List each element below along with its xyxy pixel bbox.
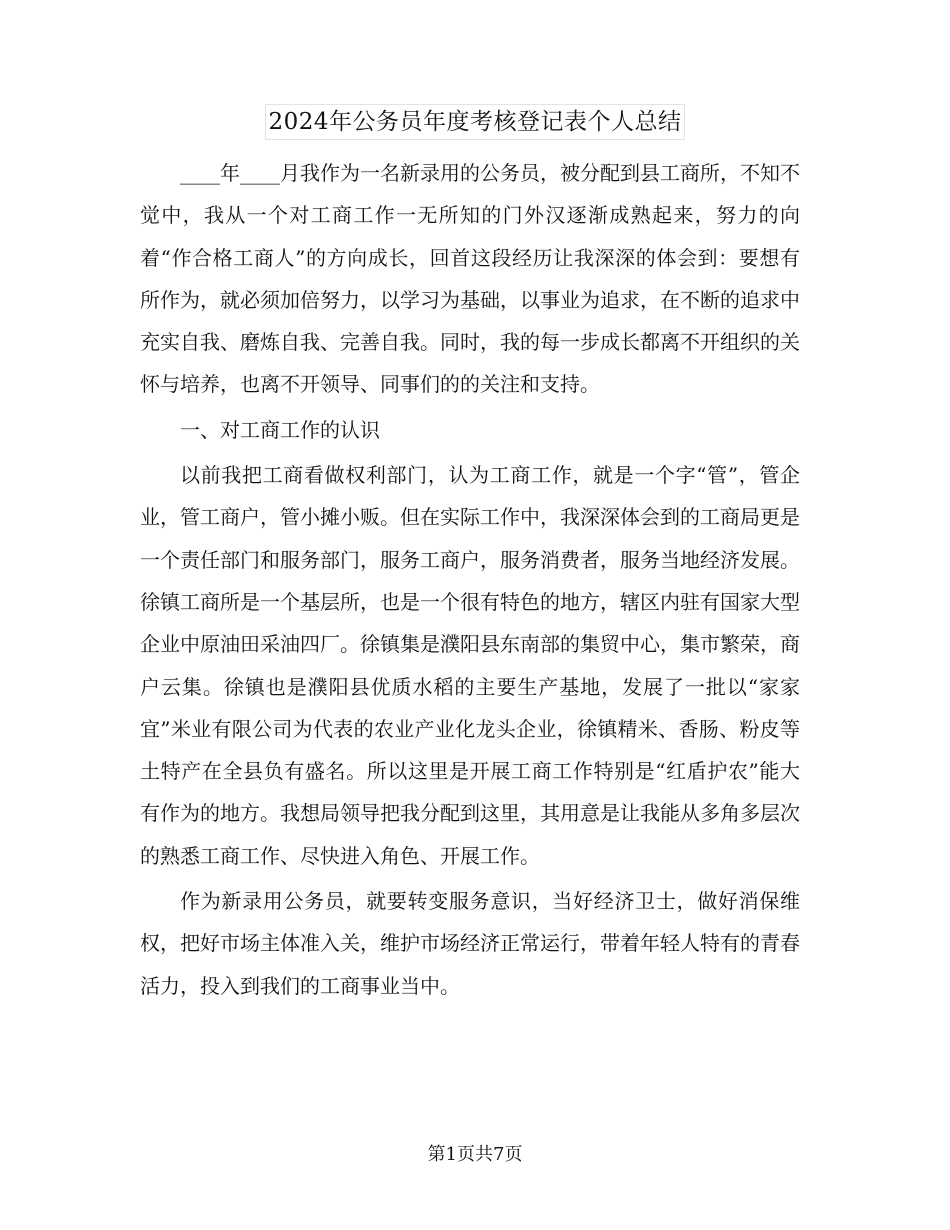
paragraph-understanding: 以前我把工商看做权利部门，认为工商工作，就是一个字“管”，管企业，管工商户，管小摊小贩。但在实际工作中，我深深体会到的工商局更是一个责任部门和服务部门，服务工商户，服务消费者，服务当地经济发展。徐镇工商所是一个基层所，也是一个很有特色的地方，辖区内驻有国家大型企业中原油田采油四厂。徐镇集是濮阳县东南部的集贸中心，集市繁荣，商户云集。徐镇也是濮阳县优质水稻的主要生产基地，发展了一批以“家家宜”米业有限公司为代表的农业产业化龙头企业，徐镇精米、香肠、粉皮等土特产在全县负有盛名。所以这里是开展工商工作特别是“红盾护农”能大有作为的地方。我想局领导把我分配到这里，其用意是让我能从多角多层次的熟悉工商工作、尽快进入角色、开展工作。 [140,463,800,868]
title-container [0,104,950,140]
paragraph-service: 作为新录用公务员，就要转变服务意识，当好经济卫士，做好消保维权，把好市场主体准入关，维护市场经济正常运行，带着年轻人特有的青春活力，投入到我们的工商事业当中。 [140,889,800,998]
document-title: 2024年公务员年度考核登记表个人总结 [265,104,684,140]
document-body [140,152,800,1007]
paragraph-intro: ____年____月我作为一名新录用的公务员，被分配到县工商所，不知不觉中，我从一个对工商工作一无所知的门外汉逐渐成熟起来，努力的向着“作合格工商人”的方向成长，回首这段经历让我深深的体会到：要想有所作为，就必须加倍努力，以学习为基础，以事业为追求，在不断的追求中充实自我、磨炼自我、完善自我。同时，我的每一步成长都离不开组织的关怀与培养，也离不开领导、同事们的的关注和支持。 [140,161,800,397]
page-number: 第1页共7页 [427,1144,523,1165]
section-heading-1: 一、对工商工作的认识 [180,417,380,442]
